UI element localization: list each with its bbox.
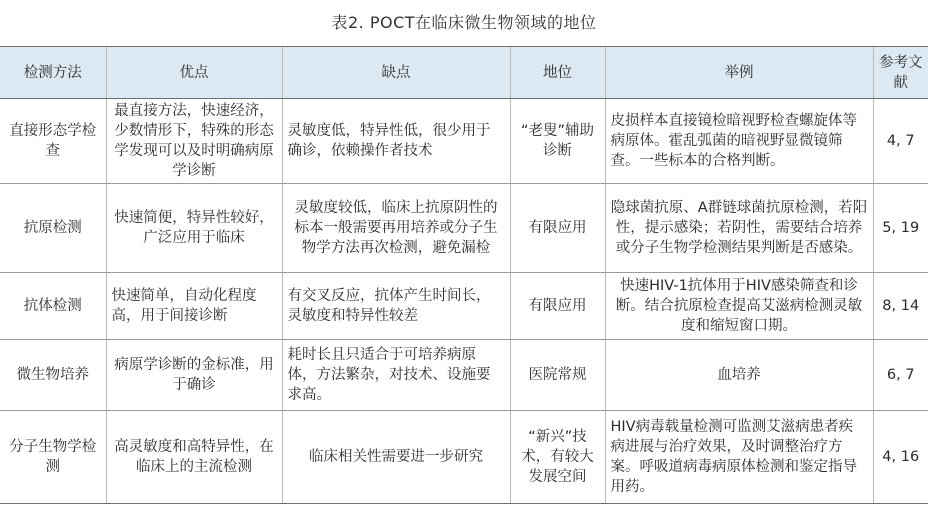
disadvantage-cell: 临床相关性需要进一步研究: [282, 411, 510, 504]
advantage-cell: 病原学诊断的金标准，用于确诊: [106, 340, 282, 411]
method-cell: 分子生物学检测: [0, 411, 106, 504]
poct-table: [0, 46, 928, 504]
method-cell: 微生物培养: [0, 340, 106, 411]
header-method: 检测方法: [0, 47, 106, 99]
advantage-cell: 最直接方法，快速经济，少数情形下，特殊的形态学发现可以及时明确病原学诊断: [106, 99, 282, 184]
table-row: [0, 340, 928, 411]
example-cell: 皮损样本直接镜检暗视野检查螺旋体等病原体。霍乱弧菌的暗视野显微镜筛查。一些标本的合格判断。: [605, 99, 873, 184]
example-cell: 快速HIV-1抗体用于HIV感染筛查和诊断。结合抗原检查提高艾滋病检测灵敏度和缩短窗口期。: [605, 273, 873, 340]
table-row: [0, 184, 928, 273]
example-cell: HIV病毒载量检测可监测艾滋病患者疾病进展与治疗效果，及时调整治疗方案。呼吸道病毒病原体检测和鉴定指导用药。: [605, 411, 873, 504]
status-cell: 有限应用: [510, 273, 605, 340]
header-refs: 参考文献: [873, 47, 928, 99]
disadvantage-cell: 灵敏度较低，临床上抗原阴性的标本一般需要再用培养或分子生物学方法再次检测，避免漏检: [282, 184, 510, 273]
disadvantage-cell: 耗时长且只适合于可培养病原体，方法繁杂，对技术、设施要求高。: [282, 340, 510, 411]
method-cell: 抗体检测: [0, 273, 106, 340]
example-cell: 隐球菌抗原、A群链球菌抗原检测，若阳性，提示感染；若阴性，需要结合培养或分子生物学检测结果判断是否感染。: [605, 184, 873, 273]
advantage-cell: 高灵敏度和高特异性，在临床上的主流检测: [106, 411, 282, 504]
method-cell: 直接形态学检查: [0, 99, 106, 184]
refs-cell: 5, 19: [873, 184, 928, 273]
header-example: 举例: [605, 47, 873, 99]
status-cell: “新兴”技术，有较大发展空间: [510, 411, 605, 504]
advantage-cell: 快速简便，特异性较好，广泛应用于临床: [106, 184, 282, 273]
refs-cell: 8, 14: [873, 273, 928, 340]
status-cell: 医院常规: [510, 340, 605, 411]
header-advantage: 优点: [106, 47, 282, 99]
header-disadvantage: 缺点: [282, 47, 510, 99]
status-cell: 有限应用: [510, 184, 605, 273]
header-status: 地位: [510, 47, 605, 99]
table-row: [0, 273, 928, 340]
refs-cell: 4, 16: [873, 411, 928, 504]
table-row: [0, 411, 928, 504]
method-cell: 抗原检测: [0, 184, 106, 273]
example-cell: 血培养: [605, 340, 873, 411]
table-header-row: [0, 47, 928, 99]
status-cell: “老叟”辅助诊断: [510, 99, 605, 184]
disadvantage-cell: 灵敏度低，特异性低，很少用于确诊，依赖操作者技术: [282, 99, 510, 184]
refs-cell: 4, 7: [873, 99, 928, 184]
table-caption: 表2. POCT在临床微生物领域的地位: [331, 13, 597, 32]
disadvantage-cell: 有交叉反应，抗体产生时间长，灵敏度和特异性较差: [282, 273, 510, 340]
refs-cell: 6, 7: [873, 340, 928, 411]
table-row: [0, 99, 928, 184]
advantage-cell: 快速简单，自动化程度高，用于间接诊断: [106, 273, 282, 340]
